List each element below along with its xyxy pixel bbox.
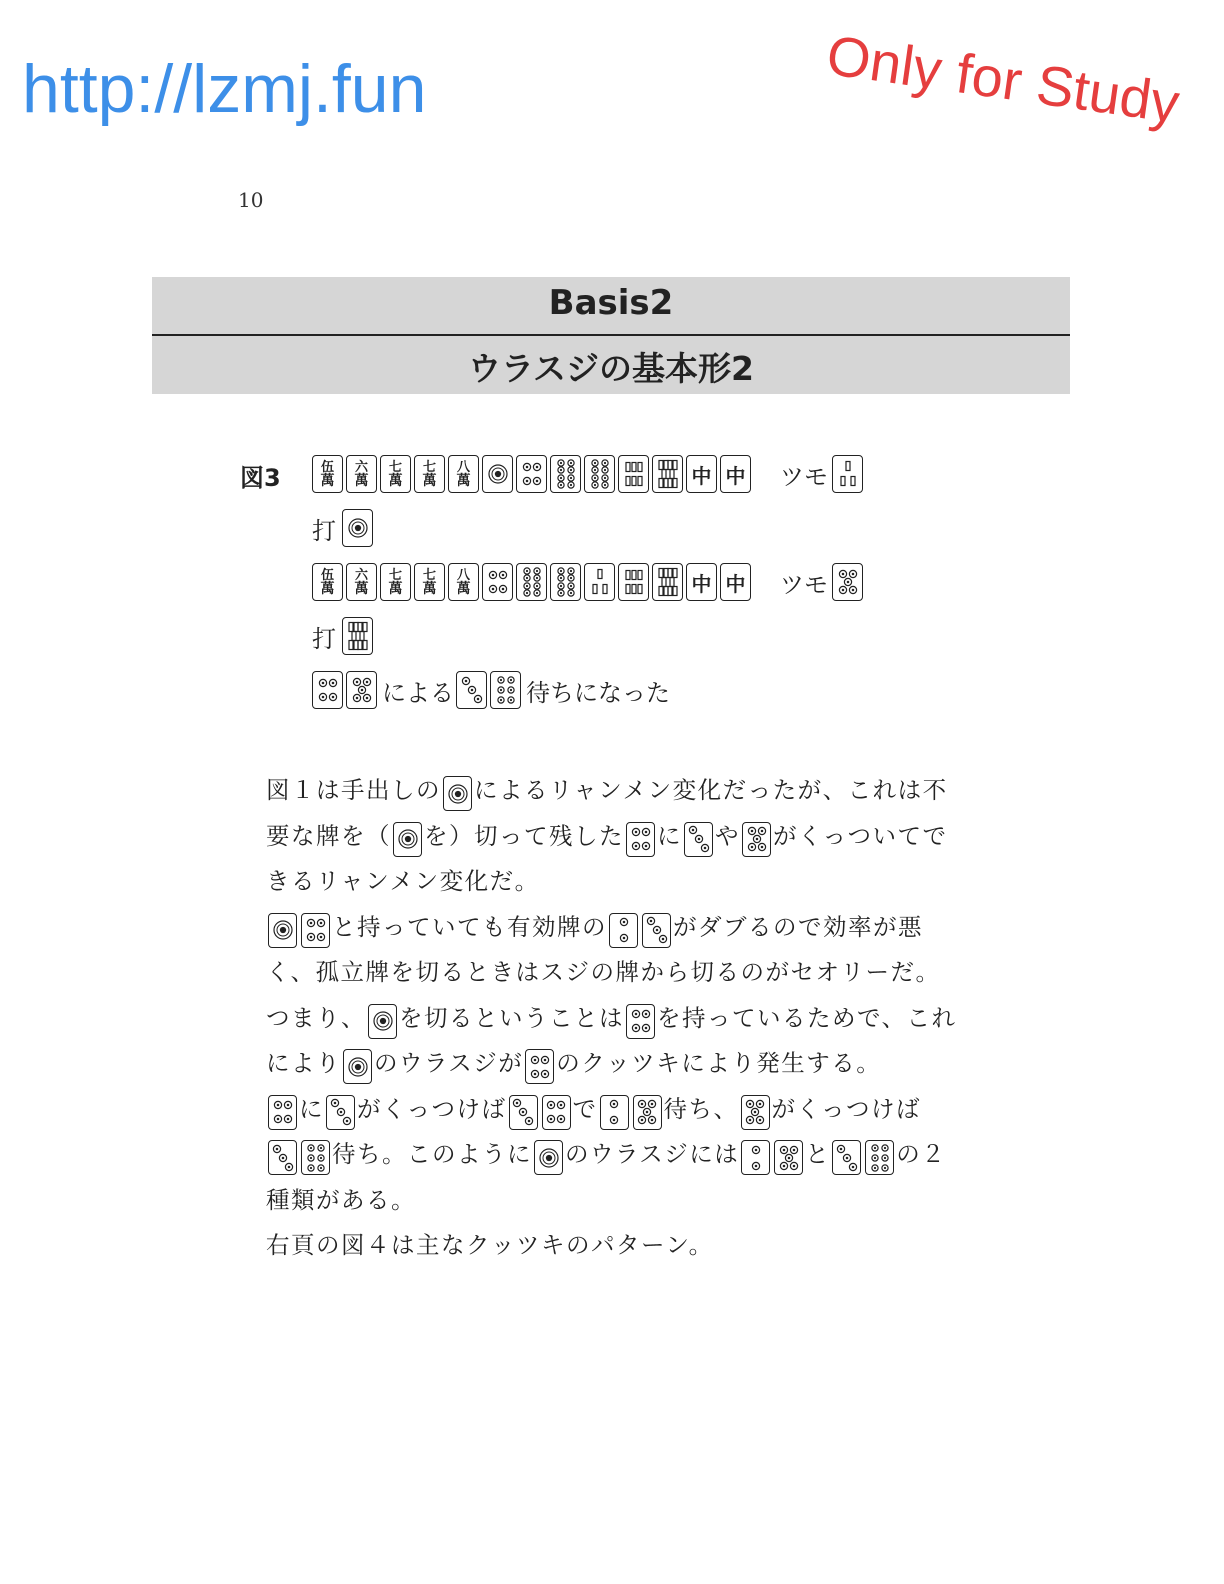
man-tile-icon: 八 萬	[448, 455, 479, 493]
page-subtitle: ウラスジの基本形2	[468, 349, 754, 388]
page-title: Basis2	[548, 283, 674, 323]
figure-row-3	[312, 561, 866, 603]
pin-tile-icon	[326, 1095, 355, 1130]
sou-tile-icon	[652, 455, 683, 493]
man-tile-icon: 七 萬	[414, 455, 445, 493]
pin-tile-icon	[456, 671, 487, 709]
figure-row-4	[312, 615, 376, 657]
pin-tile-icon	[516, 563, 547, 601]
pin-tile-icon	[368, 1004, 397, 1039]
pin-tile-icon	[490, 671, 521, 709]
tsumo-label: ツモ	[780, 570, 828, 599]
man-tile-icon: 伍 萬	[312, 455, 343, 493]
discard-label: 打	[312, 516, 336, 545]
discard-label: 打	[312, 624, 336, 653]
pin-tile-icon	[741, 1140, 770, 1175]
title-banner	[152, 277, 1070, 394]
pin-tile-icon	[268, 1140, 297, 1175]
pin-tile-icon	[832, 1140, 861, 1175]
sou-tile-icon	[584, 563, 615, 601]
pin-tile-icon	[534, 1140, 563, 1175]
figure-row-5	[312, 669, 672, 711]
pin-tile-icon	[312, 671, 343, 709]
pin-tile-icon	[642, 913, 671, 948]
chun-tile-icon: 中	[720, 455, 751, 493]
paragraph: に がくっつけば で 待ち、 がくっつけば 待ち。このように のウラスジには と の２種類がある。	[266, 1094, 947, 1214]
sou-tile-icon	[832, 455, 863, 493]
pin-tile-icon	[346, 671, 377, 709]
figure-row-1	[312, 453, 866, 495]
pin-tile-icon	[865, 1140, 894, 1175]
sou-tile-icon	[652, 563, 683, 601]
pin-tile-icon	[774, 1140, 803, 1175]
paragraph: と持っていても有効牌の がダブるので効率が悪く、孤立牌を切るときはスジの牌から切るのがセオリーだ。	[266, 912, 941, 986]
body-text	[240, 768, 960, 1269]
sou-tile-icon	[618, 455, 649, 493]
pin-tile-icon	[609, 913, 638, 948]
chun-tile-icon: 中	[686, 455, 717, 493]
sou-tile-icon	[618, 563, 649, 601]
paragraph: つまり、 を切るということは を持っているためで、これにより のウラスジが のクッツキにより発生する。	[240, 996, 960, 1087]
pin-tile-icon	[584, 455, 615, 493]
paragraph: 図１は手出しの によるリャンメン変化だったが、これは不要な牌を（ を）切って残した に や がくっついてできるリャンメン変化だ。	[266, 776, 948, 895]
pin-tile-icon	[301, 913, 330, 948]
man-tile-icon: 七 萬	[380, 455, 411, 493]
result-text: による	[382, 678, 454, 707]
pin-tile-icon	[600, 1095, 629, 1130]
pin-tile-icon	[482, 563, 513, 601]
pin-tile-icon	[393, 822, 422, 857]
man-tile-icon: 六 萬	[346, 455, 377, 493]
pin-tile-icon	[509, 1095, 538, 1130]
man-tile-icon: 伍 萬	[312, 563, 343, 601]
chun-tile-icon: 中	[686, 563, 717, 601]
pin-tile-icon	[626, 1004, 655, 1039]
pin-tile-icon	[742, 822, 771, 857]
pin-tile-icon	[684, 822, 713, 857]
figure-label: 図3	[240, 464, 281, 492]
sou-tile-icon	[342, 617, 373, 655]
tsumo-label: ツモ	[780, 462, 828, 491]
watermark-url: http://lzmj.fun	[22, 51, 427, 127]
pin-tile-icon	[550, 455, 581, 493]
pin-tile-icon	[525, 1049, 554, 1084]
page-number: 10	[238, 188, 264, 212]
watermark-study: Only for Study	[823, 22, 1184, 135]
pin-tile-icon	[832, 563, 863, 601]
pin-tile-icon	[516, 455, 547, 493]
pin-tile-icon	[268, 913, 297, 948]
man-tile-icon: 七 萬	[414, 563, 445, 601]
pin-tile-icon	[626, 822, 655, 857]
pin-tile-icon	[268, 1095, 297, 1130]
pin-tile-icon	[482, 455, 513, 493]
pin-tile-icon	[550, 563, 581, 601]
pin-tile-icon	[343, 1049, 372, 1084]
pin-tile-icon	[542, 1095, 571, 1130]
pin-tile-icon	[342, 509, 373, 547]
pin-tile-icon	[443, 776, 472, 811]
title-divider	[152, 334, 1070, 336]
paragraph: 右頁の図４は主なクッツキのパターン。	[266, 1231, 714, 1259]
man-tile-icon: 六 萬	[346, 563, 377, 601]
man-tile-icon: 八 萬	[448, 563, 479, 601]
chun-tile-icon: 中	[720, 563, 751, 601]
man-tile-icon: 七 萬	[380, 563, 411, 601]
pin-tile-icon	[741, 1095, 770, 1130]
figure-row-2	[312, 507, 376, 549]
result-text: 待ちになった	[526, 678, 670, 707]
pin-tile-icon	[633, 1095, 662, 1130]
pin-tile-icon	[301, 1140, 330, 1175]
